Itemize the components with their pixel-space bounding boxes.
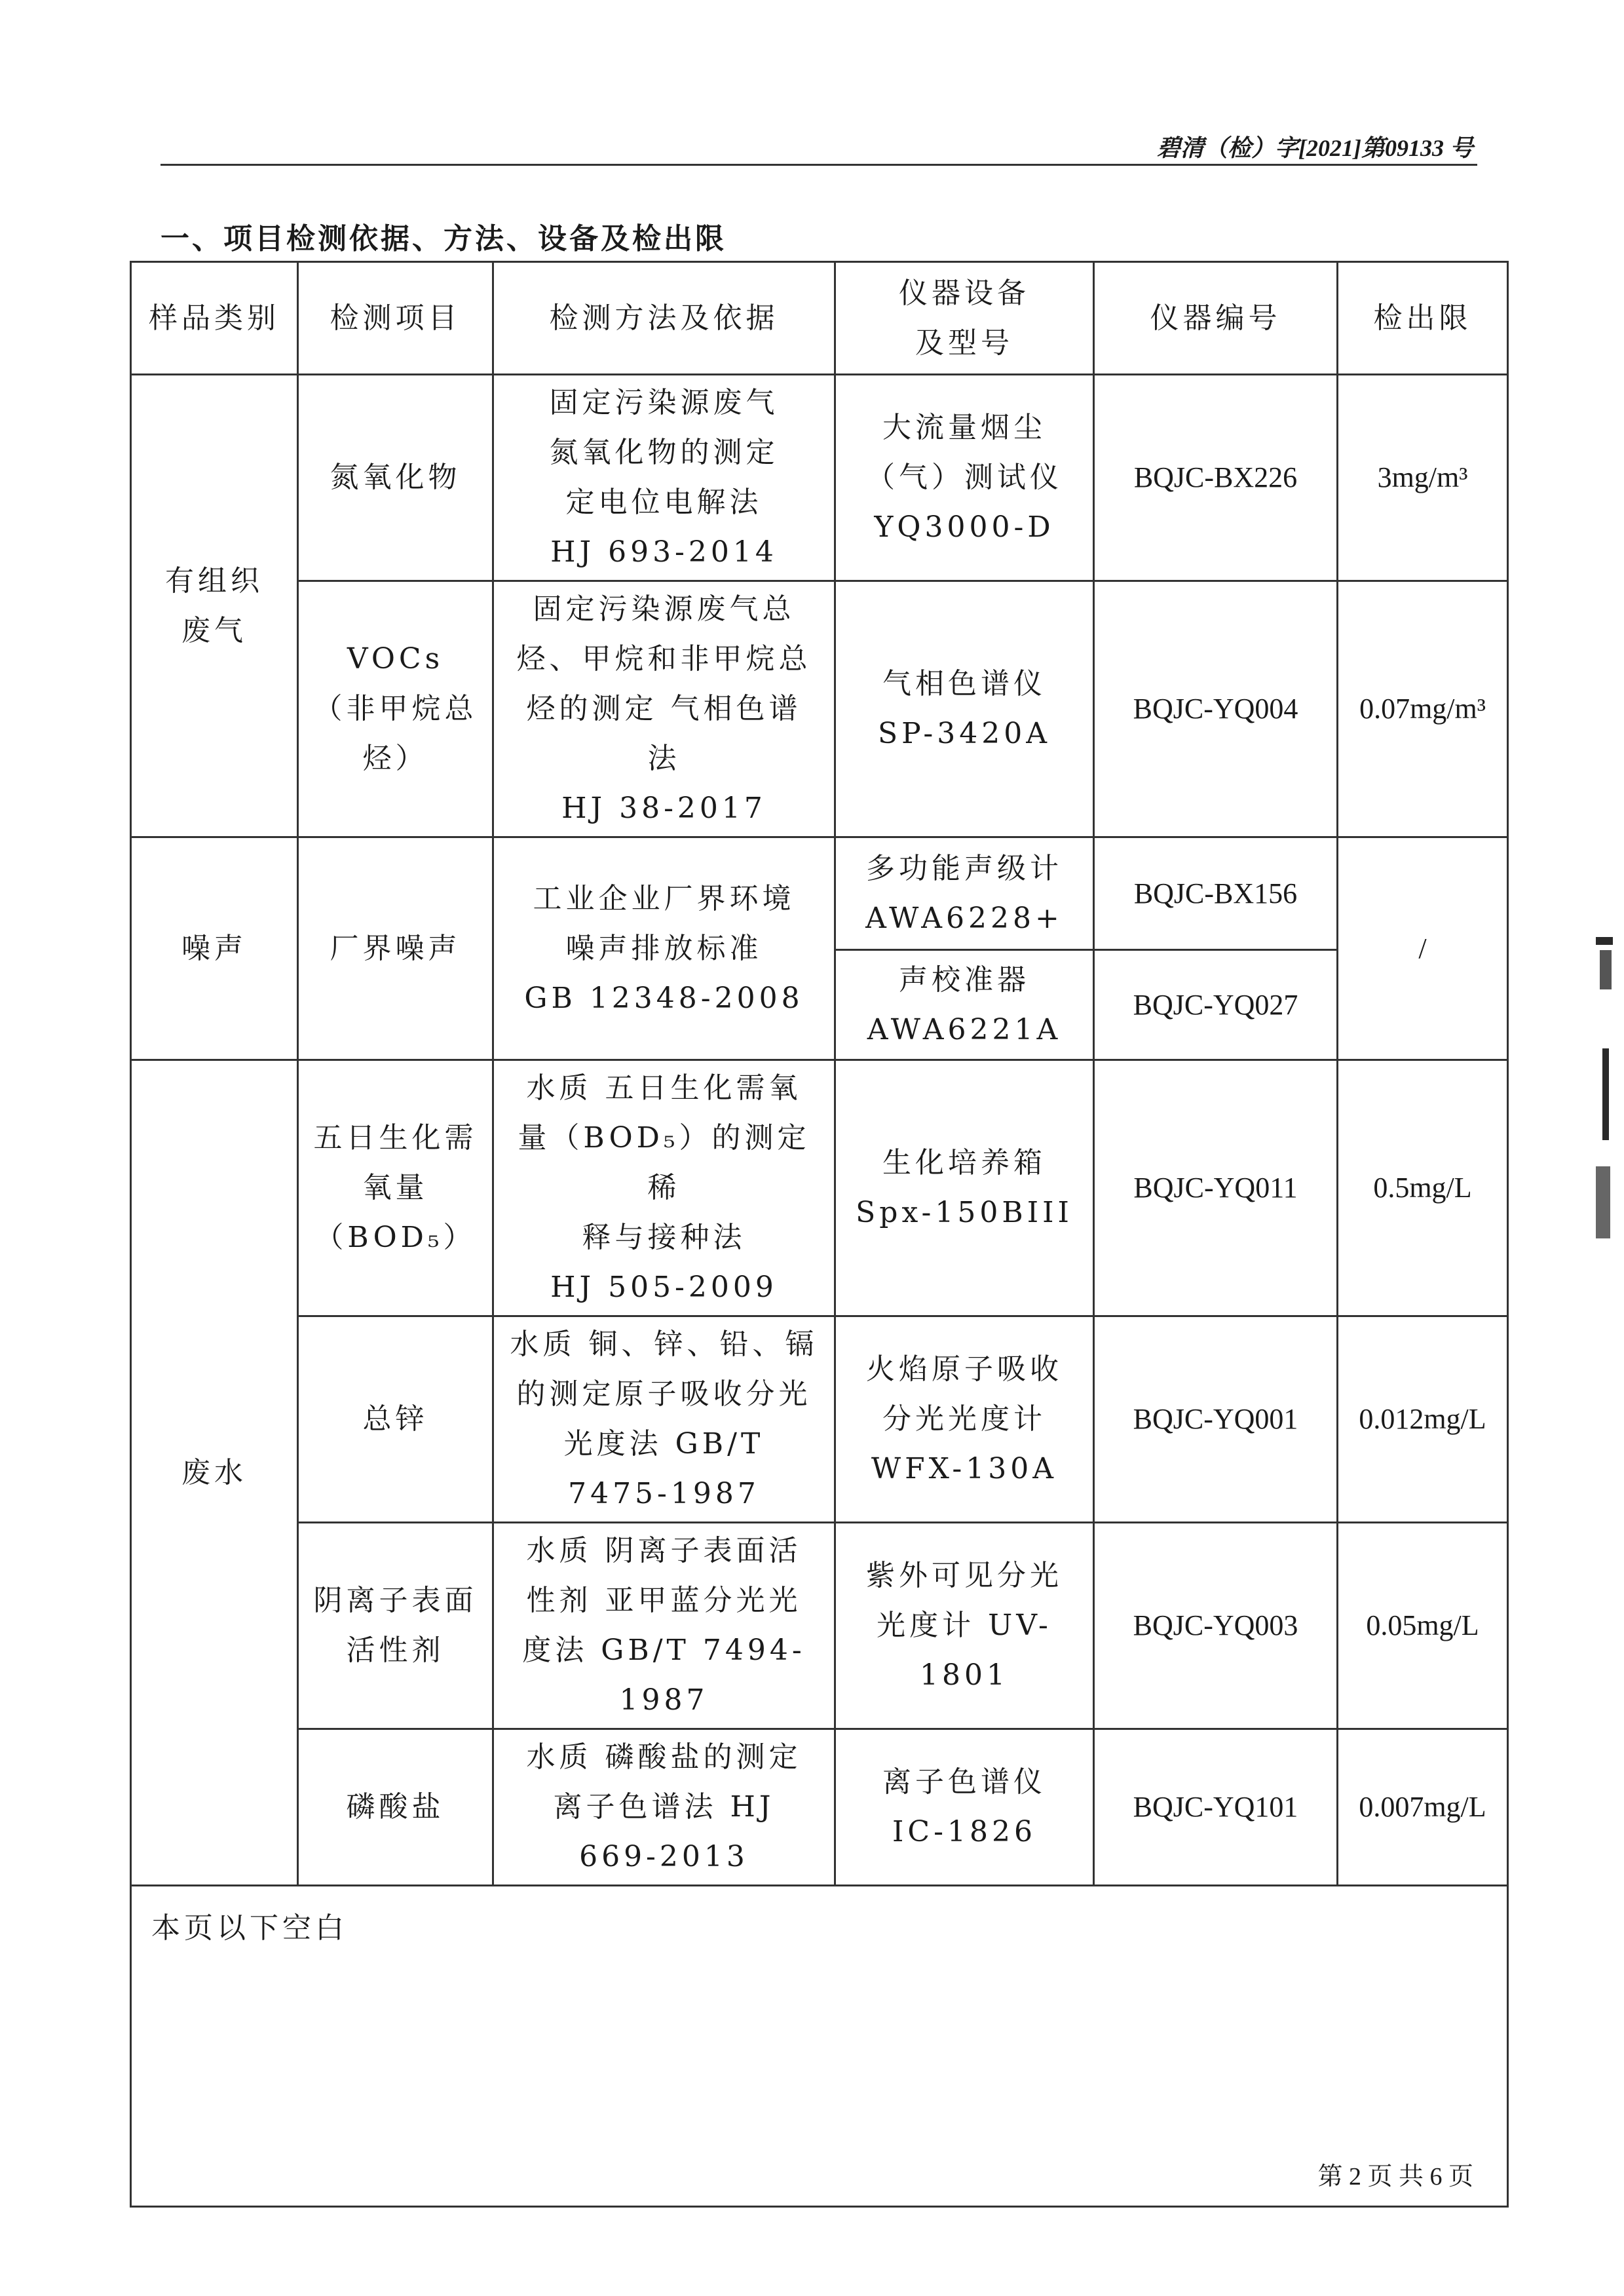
header-instrument-no: 仪器编号 (1094, 262, 1338, 375)
instrument-no: BQJC-YQ003 (1094, 1523, 1338, 1729)
test-item: 厂界噪声 (298, 837, 493, 1060)
test-item: 氮氧化物 (298, 375, 493, 581)
instrument-no: BQJC-BX226 (1094, 375, 1338, 581)
instrument: 气相色谱仪 SP-3420A (835, 581, 1094, 837)
table-row (131, 1729, 1508, 1886)
method: 水质 磷酸盐的测定 离子色谱法 HJ 669-2013 (493, 1729, 835, 1886)
table-header-row (131, 262, 1508, 375)
test-item: VOCs （非甲烷总 烃） (298, 581, 493, 837)
method: 水质 阴离子表面活 性剂 亚甲蓝分光光 度法 GB/T 7494-1987 (493, 1523, 835, 1729)
test-item: 总锌 (298, 1316, 493, 1523)
header-detection-limit: 检出限 (1338, 262, 1508, 375)
section-title: 一、项目检测依据、方法、设备及检出限 (161, 222, 727, 256)
group-noise: 噪声 (131, 837, 298, 1060)
detection-limit: / (1338, 837, 1508, 1060)
instrument: 生化培养箱 Spx-150BIII (835, 1060, 1094, 1316)
header-instrument: 仪器设备 及型号 (835, 262, 1094, 375)
instrument-no: BQJC-YQ004 (1094, 581, 1338, 837)
test-item: 磷酸盐 (298, 1729, 493, 1886)
table-row (131, 581, 1508, 837)
table-row (131, 375, 1508, 581)
report-number: 碧清（检）字[2021]第09133 号 (1157, 135, 1473, 161)
table-row (131, 837, 1508, 950)
seal-fragment-mark (1596, 1166, 1610, 1238)
seal-fragment-mark (1600, 950, 1612, 989)
instrument-no: BQJC-YQ101 (1094, 1729, 1338, 1886)
detection-table (130, 261, 1509, 2208)
table-footer-row (131, 1886, 1508, 2207)
blank-below-note: 本页以下空白 (131, 1886, 1508, 2207)
detection-limit: 0.07mg/m³ (1338, 581, 1508, 837)
seal-fragment-mark (1596, 937, 1613, 945)
method: 固定污染源废气总 烃、甲烷和非甲烷总 烃的测定 气相色谱 法 HJ 38-2017 (493, 581, 835, 837)
page-number: 第 2 页 共 6 页 (1317, 2163, 1473, 2191)
test-item: 阴离子表面 活性剂 (298, 1523, 493, 1729)
detection-limit: 3mg/m³ (1338, 375, 1508, 581)
table-row (131, 1316, 1508, 1523)
method: 水质 铜、锌、铅、镉 的测定原子吸收分光 光度法 GB/T 7475-1987 (493, 1316, 835, 1523)
seal-fragment-mark (1602, 1048, 1609, 1140)
detection-limit: 0.012mg/L (1338, 1316, 1508, 1523)
header-method: 检测方法及依据 (493, 262, 835, 375)
instrument: 声校准器 AWA6221A (835, 950, 1094, 1060)
instrument-no: BQJC-YQ011 (1094, 1060, 1338, 1316)
table-row (131, 1060, 1508, 1316)
instrument: 离子色谱仪 IC-1826 (835, 1729, 1094, 1886)
group-wastewater: 废水 (131, 1060, 298, 1886)
header-test-item: 检测项目 (298, 262, 493, 375)
table-row (131, 1523, 1508, 1729)
group-organized-exhaust: 有组织 废气 (131, 375, 298, 837)
method: 工业企业厂界环境 噪声排放标准 GB 12348-2008 (493, 837, 835, 1060)
test-item: 五日生化需 氧量 （BOD₅） (298, 1060, 493, 1316)
instrument-no: BQJC-BX156 (1094, 837, 1338, 950)
instrument-no: BQJC-YQ001 (1094, 1316, 1338, 1523)
instrument: 火焰原子吸收 分光光度计 WFX-130A (835, 1316, 1094, 1523)
detection-limit: 0.007mg/L (1338, 1729, 1508, 1886)
header-rule (161, 164, 1477, 166)
header-sample-category: 样品类别 (131, 262, 298, 375)
method: 水质 五日生化需氧 量（BOD₅）的测定 稀 释与接种法 HJ 505-2009 (493, 1060, 835, 1316)
detection-limit: 0.05mg/L (1338, 1523, 1508, 1729)
instrument-no: BQJC-YQ027 (1094, 950, 1338, 1060)
instrument: 紫外可见分光 光度计 UV-1801 (835, 1523, 1094, 1729)
detection-limit: 0.5mg/L (1338, 1060, 1508, 1316)
instrument: 多功能声级计 AWA6228+ (835, 837, 1094, 950)
method: 固定污染源废气 氮氧化物的测定 定电位电解法 HJ 693-2014 (493, 375, 835, 581)
instrument: 大流量烟尘 （气）测试仪 YQ3000-D (835, 375, 1094, 581)
